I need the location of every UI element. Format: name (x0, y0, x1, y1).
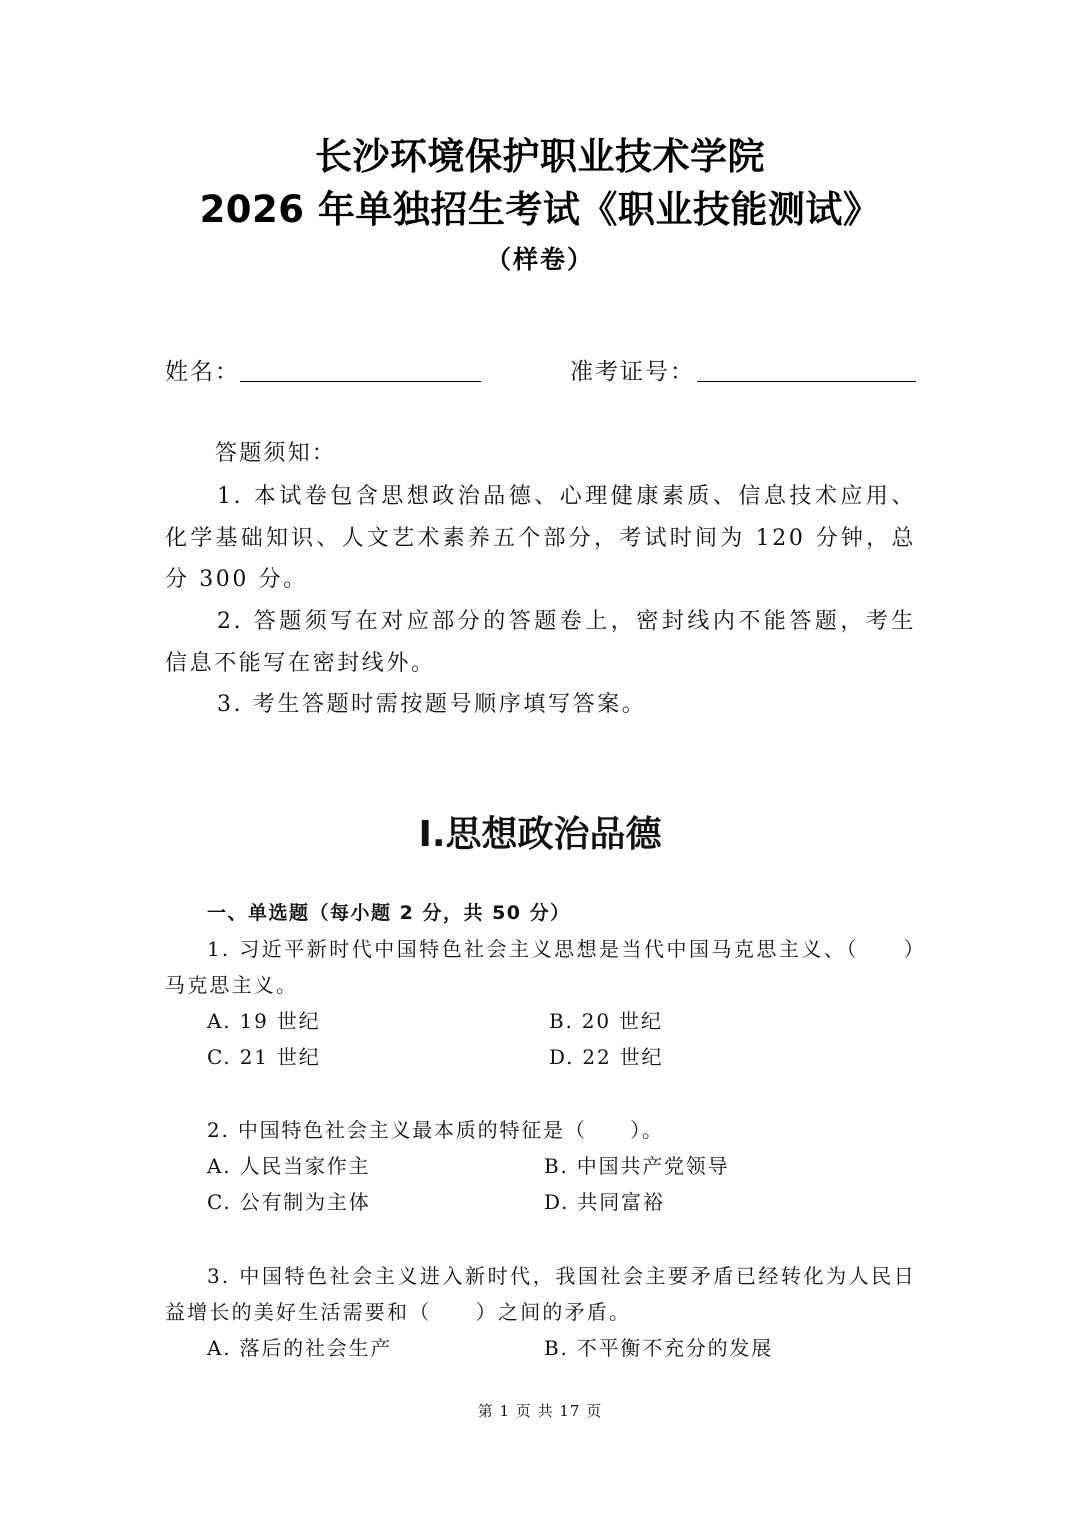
page-number: 第 1 页 共 17 页 (477, 1402, 603, 1420)
instructions-heading: 答题须知： (215, 441, 337, 466)
exam-school-title: 长沙环境保护职业技术学院 (315, 135, 765, 178)
question-2-option-d: D. 共同富裕 (544, 1190, 665, 1214)
ticket-number-blank-line (697, 381, 916, 382)
question-group-heading: 一、单选题（每小题 2 分，共 50 分） (207, 902, 571, 924)
exam-title: 2026 年单独招生考试《职业技能测试》 (199, 188, 881, 231)
question-3-stem: 3. 中国特色社会主义进入新时代，我国社会主要矛盾已经转化为人民日益增长的美好生活需要和（ ）之间的矛盾。 (165, 1264, 916, 1324)
instruction-item-1: 1. 本试卷包含思想政治品德、心理健康素质、信息技术应用、化学基础知识、人文艺术素养五个部分，考试时间为 120 分钟，总分 300 分。 (165, 484, 916, 592)
question-1-option-c: C. 21 世纪 (207, 1045, 321, 1069)
question-2-option-a: A. 人民当家作主 (207, 1154, 371, 1178)
question-3-option-a: A. 落后的社会生产 (207, 1336, 393, 1360)
question-1-option-a: A. 19 世纪 (207, 1009, 321, 1033)
question-1-option-b: B. 20 世纪 (549, 1009, 663, 1033)
instruction-item-3: 3. 考生答题时需按题号顺序填写答案。 (217, 692, 647, 717)
name-blank-line (240, 381, 481, 382)
question-2-stem: 2. 中国特色社会主义最本质的特征是（ ）。 (207, 1118, 664, 1142)
question-3-option-b: B. 不平衡不充分的发展 (544, 1336, 774, 1360)
question-1-option-d: D. 22 世纪 (549, 1045, 664, 1069)
question-1-stem: 1. 习近平新时代中国特色社会主义思想是当代中国马克思主义、（ ）马克思主义。 (165, 937, 916, 997)
name-label: 姓名： (165, 359, 240, 385)
ticket-number-label: 准考证号： (570, 359, 695, 385)
instruction-item-2: 2. 答题须写在对应部分的答题卷上，密封线内不能答题，考生信息不能写在密封线外。 (165, 609, 916, 676)
section-title: I.思想政治品德 (418, 814, 662, 855)
question-2-option-c: C. 公有制为主体 (207, 1190, 371, 1214)
exam-subtitle: （样卷） (485, 245, 594, 274)
question-2-option-b: B. 中国共产党领导 (544, 1154, 730, 1178)
